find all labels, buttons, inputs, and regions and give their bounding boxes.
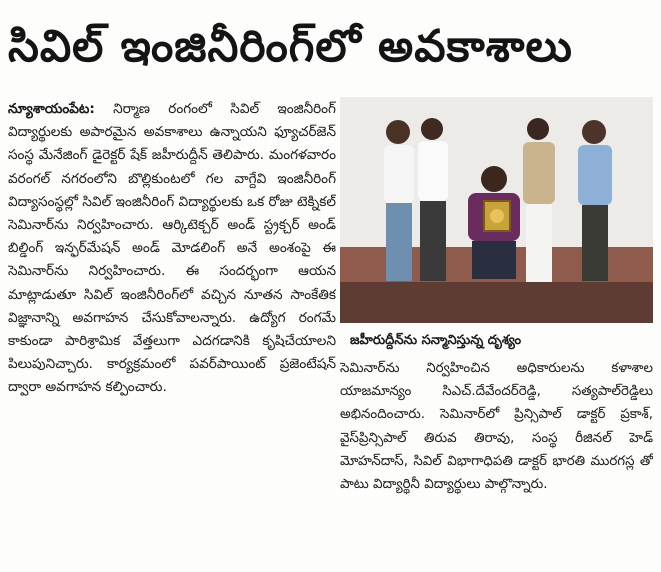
article-column-left xyxy=(8,98,336,566)
article-text-right: సెమినార్‌ను నిర్వహించిన అధికారులను కళాశాల యాజమాన్యం సిఎచ్.దేవేందర్‌రెడ్డి, సత్యపాల్‌రెడ్డిలు అభినందించారు. సెమినార్‌లో ప్రిన్సిపాల్ డాక్టర్ ప్రకాశ్, వైస్‌ప్రిన్సిపాల్ తిరువ తిరావు, సంస్థ రీజినల్ హెడ్ మోహన్‌దాస్, సివిల్ విభాగాధిపతి డాక్టర్ భారతి మురగస్ల తో పాటు విద్యార్థినీ విద్యార్థులు పాల్గొన్నారు. xyxy=(340,361,653,493)
article-column-right xyxy=(340,357,653,565)
photo-caption: జహీరుద్దీన్‌ను సన్మానిస్తున్న దృశ్యం xyxy=(350,333,522,348)
article-paragraph-left xyxy=(8,98,336,400)
headline: సివిల్ ఇంజినీరింగ్‌లో అవకాశాలు xyxy=(8,21,573,72)
news-photo xyxy=(340,97,653,323)
felicitation-photo xyxy=(340,97,653,323)
dateline: న్యూశాయంపేట: xyxy=(8,101,95,117)
article-text-left: నిర్మాణ రంగంలో సివిల్ ఇంజినీరింగ్ విద్యార్థులకు అపారమైన అవకాశాలు ఉన్నాయని ఫ్యూచర్‌జెన్ సంస్థ మేనేజింగ్ డైరెక్టర్ షేక్ జహీరుద్దీన్ తెలిపారు. మంగళవారం వరంగల్ నగరంలోని బొల్లికుంటలో గల వాగ్దేవి ఇంజినీరింగ్ విద్యాసంస్థల్లో సివిల్ ఇంజినీరింగ్ విద్యార్థులకు ఒక రోజు టెక్నికల్ సెమినార్‌ను నిర్వహించారు. ఆర్కిటెక్చర్ అండ్ స్ట్రక్చర్ అండ్ బిల్డింగ్ ఇన్ఫర్‌మేషన్ అండ్ మోడలింగ్ అనే అంశంపై ఈ సెమినార్‌ను నిర్వహించారు. ఈ సందర్భంగా ఆయన మాట్లాడుతూ సివిల్ ఇంజినీరింగ్‌లో వచ్చిన నూతన సాంకేతిక విజ్ఞానాన్ని అవగాహన చేసుకోవాలన్నారు. ఉద్యోగ రంగమే కాకుండా పారిశ్రామిక వేత్తలుగా ఎదగడానికి కృషిచేయాలని పిలుపునిచ్చారు. కార్యక్రమంలో పవర్‌పాయింట్ ప్రజెంటేషన్ ద్వారా అవగాహన కల్పించారు. xyxy=(8,101,336,396)
